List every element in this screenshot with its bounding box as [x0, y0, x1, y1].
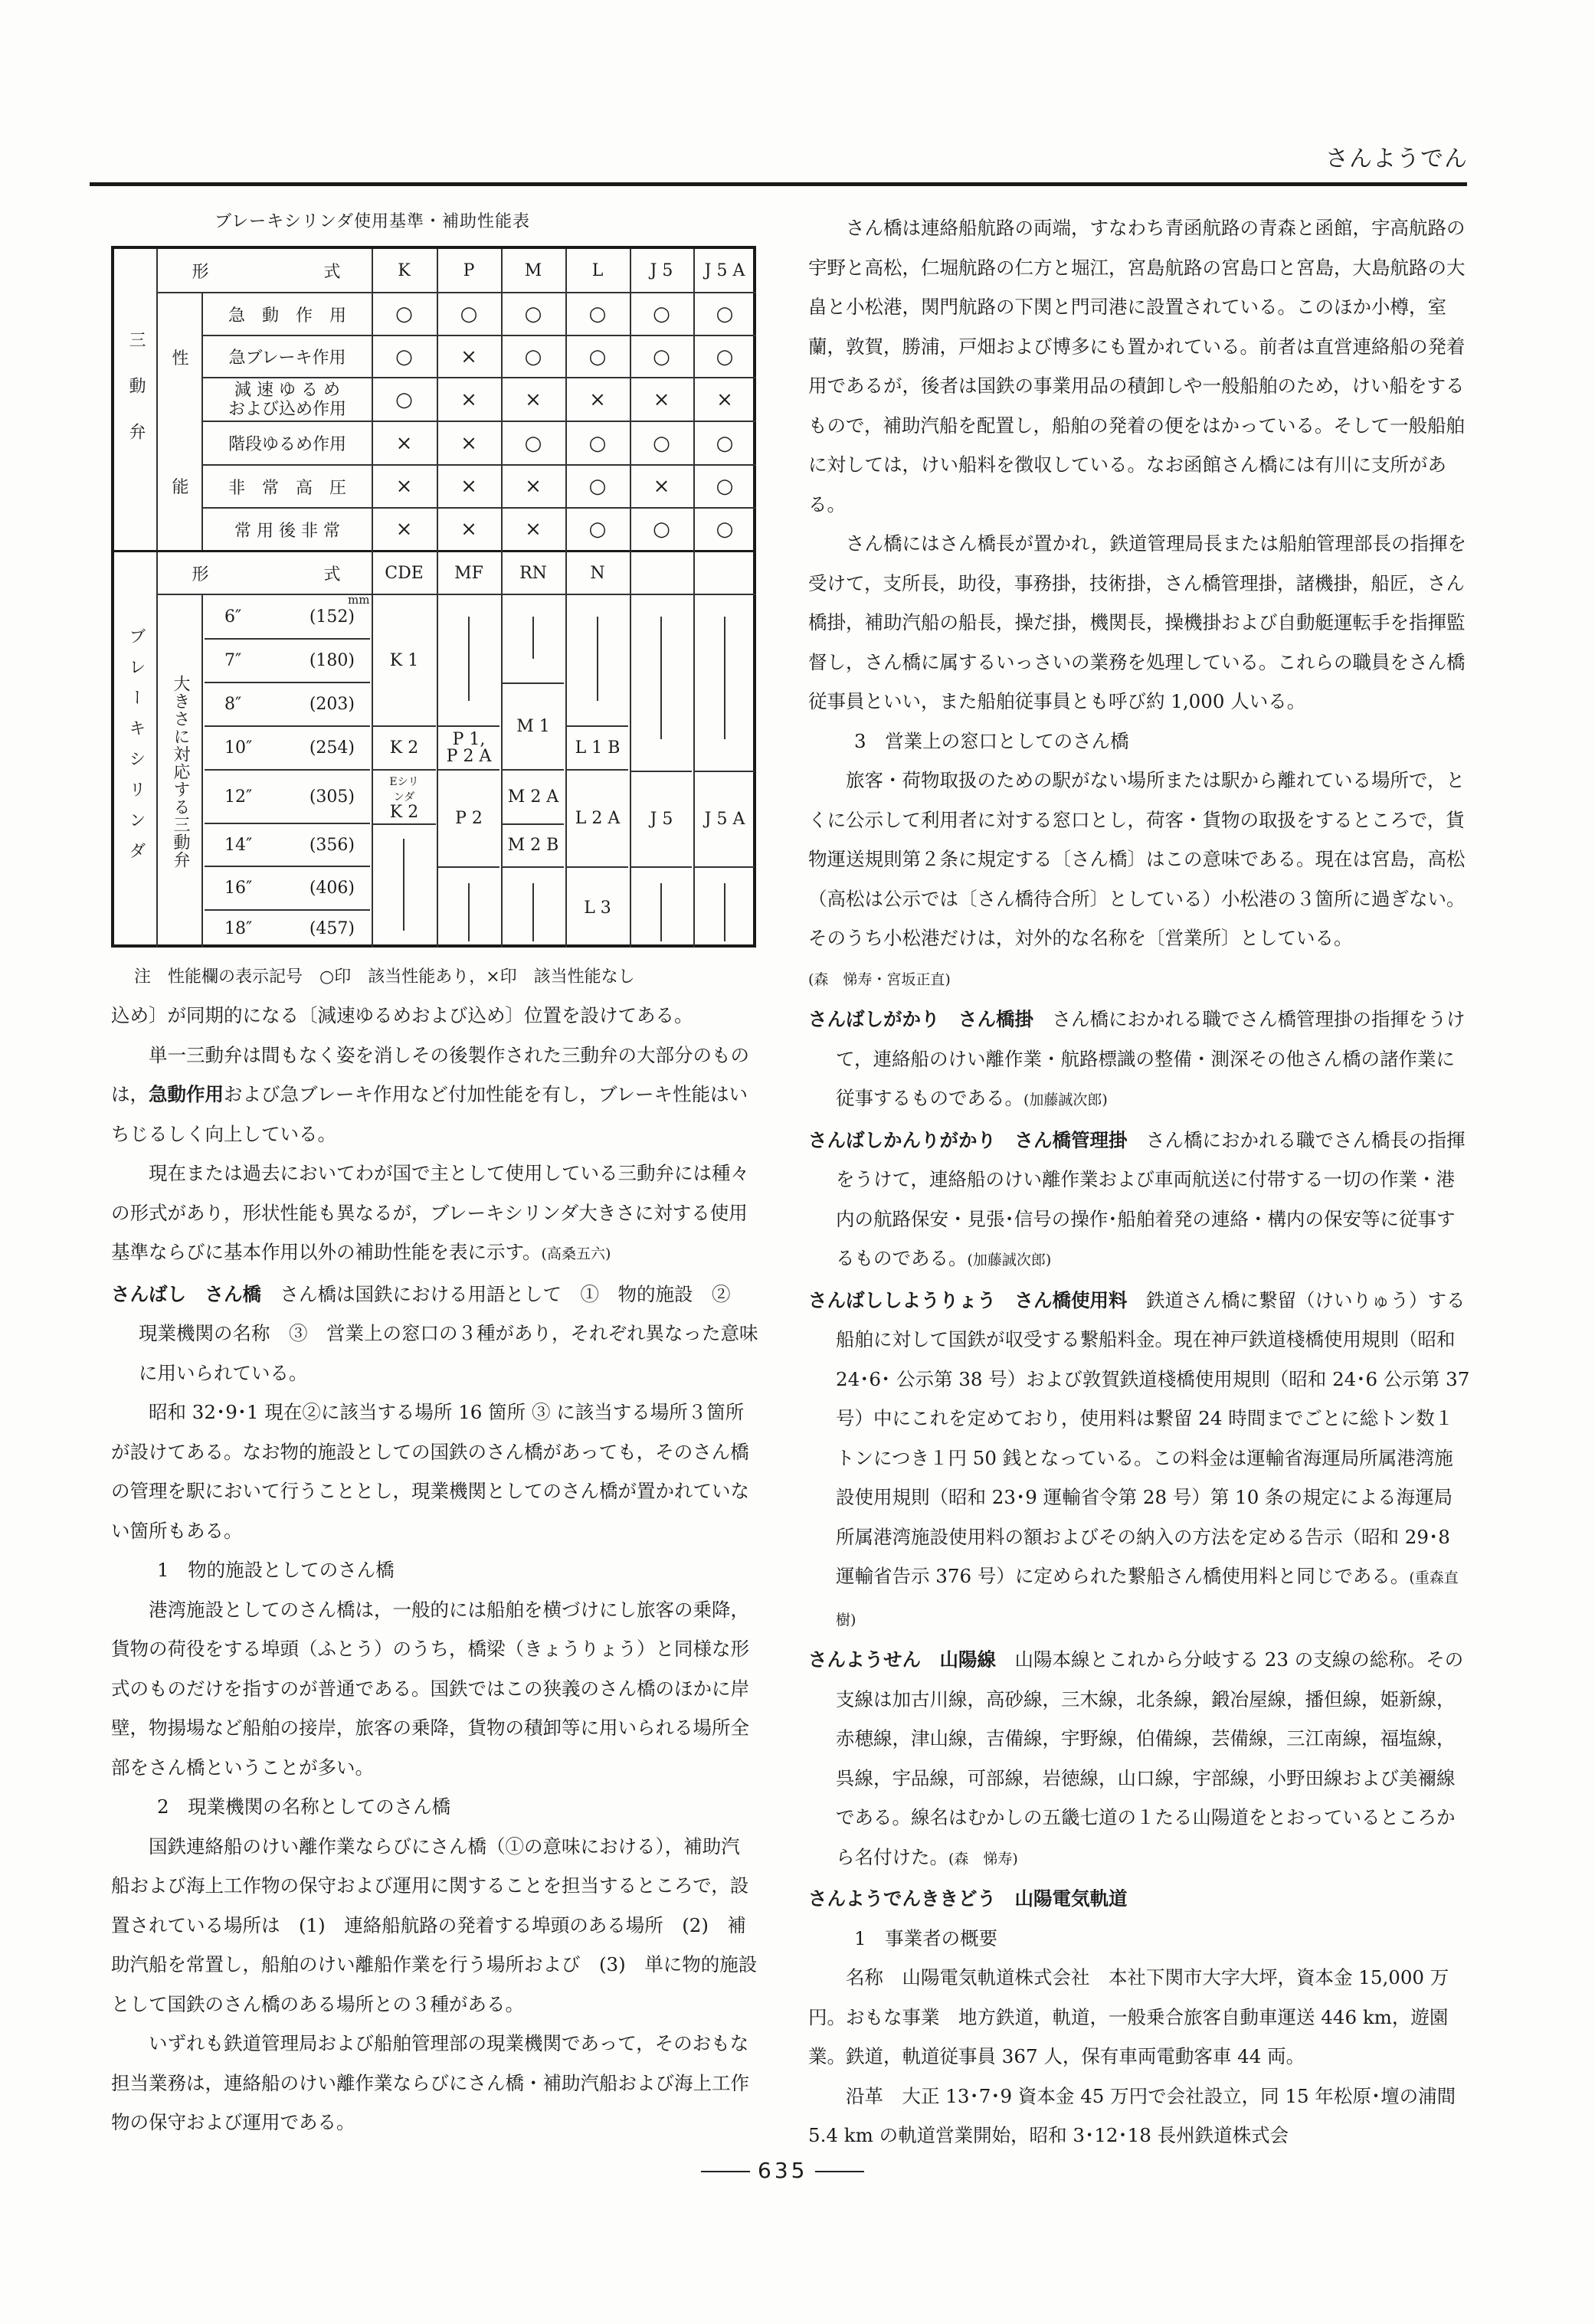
size-mm: (152)	[309, 607, 355, 627]
section2-header-form	[158, 552, 375, 594]
entry-reading: さんようでんききどう	[808, 1887, 996, 1910]
has-feature-mark: ○	[588, 303, 607, 326]
size-mm: (457)	[309, 919, 355, 938]
size-mm: (305)	[309, 787, 355, 807]
size-inch: 7″	[224, 651, 242, 670]
no-feature-mark: ×	[460, 388, 477, 411]
rn-m1: M 1	[516, 717, 550, 736]
table-note: 注 性能欄の表示記号 ○印 該当性能あり，×印 該当性能なし	[134, 967, 635, 987]
paragraph	[111, 1393, 758, 1550]
mf-p1: P 1,	[452, 729, 486, 749]
cde-k2: K 2	[389, 738, 419, 758]
author-text: (森 悌寿・宮坂正直)	[808, 971, 951, 988]
paragraph-text: いずれも鉄道管理局および船舶管理部の現業機関であって，そのおもな担当業務は，連絡船のけい離作業ならびにさん橋・補助汽船および海上工作物の保守および運用である。	[111, 2032, 749, 2133]
unit-label: mm	[348, 593, 370, 607]
entry-headword: さん橋管理掛	[1014, 1128, 1128, 1151]
no-feature-mark: ×	[395, 431, 413, 455]
paragraph	[111, 1590, 758, 1788]
author-credit	[808, 958, 1471, 1000]
paragraph-text: 現在または過去においてわが国で主として使用している三動弁には種々の形式があり，形状性能も異なるが，ブレーキシリンダ大きさに対する使用基準ならびに基本作用以外の補助性能を表に示す。	[111, 1162, 749, 1263]
column-header-l: L	[591, 261, 604, 280]
entry-headword: さん橋	[205, 1282, 261, 1305]
entry-text: さん橋におかれる職でさん橋長の指揮をうけて，連絡船のけい離作業および車両航送に付帯する一切の作業・港内の航路保安・見張･信号の操作･船舶着発の連絡・構内の保安等に従事するものである。	[836, 1128, 1466, 1269]
not-applicable-dash	[660, 617, 662, 739]
column-header-cde: CDE	[385, 564, 424, 583]
subheading-text: 1 事業者の概要	[854, 1926, 998, 1949]
rn-m2b: M 2 B	[507, 836, 559, 855]
paragraph	[808, 761, 1471, 958]
no-feature-mark: ×	[460, 475, 477, 498]
performance-row-label-line: 減 速 ゆ る め	[234, 380, 340, 400]
has-feature-mark: ○	[588, 345, 607, 368]
not-applicable-dash	[468, 617, 470, 701]
dictionary-entry	[111, 1275, 758, 1393]
cde-e-note-1: Eシリ	[389, 776, 419, 788]
paragraph-text: 国鉄連絡船のけい離作業ならびにさん橋（①の意味における），補助汽船および海上工作物の保守および運用に関することを担当するところで，設置されている場所は (1) 連絡船航路の発着する埠頭のある場所 (2) 補助汽船を常置し，船舶のけい離船作業を行う場所および (3) 単に物的施設として国鉄のさん橋のある場所との３種がある。	[111, 1835, 758, 2015]
paragraph	[808, 524, 1471, 722]
performance-row-label: 急ブレーキ作用	[228, 349, 346, 368]
section-subheading	[808, 722, 1471, 761]
no-feature-mark: ×	[525, 388, 542, 411]
dictionary-entry	[808, 1121, 1471, 1281]
not-applicable-dash	[724, 883, 725, 941]
has-feature-mark: ○	[524, 345, 542, 368]
no-feature-mark: ×	[395, 518, 413, 541]
cylinder-size-row	[203, 595, 372, 639]
j5: J 5	[650, 809, 673, 829]
not-applicable-dash	[532, 617, 534, 659]
header-form-a: 形	[192, 263, 209, 282]
paragraph-text: および急ブレーキ作用など付加性能を有し，ブレーキ性能はいちじるしく向上している。	[111, 1083, 748, 1145]
dictionary-entry	[808, 1640, 1471, 1879]
left-text-column	[111, 996, 758, 2142]
size-inch: 18″	[224, 919, 253, 938]
header-form-b: 式	[323, 263, 341, 282]
entry-reading: さんばしかんりがかり	[808, 1128, 996, 1151]
not-applicable-dash	[532, 883, 534, 941]
performance-row-label: 急 動 作 用	[228, 306, 346, 326]
paragraph-text: さん橋は連絡船航路の両端，すなわち青函航路の青森と函館，宇高航路の宇野と高松，仁堀航路の仁方と堀江，宮島航路の宮島口と宮島，大島航路の大畠と小松港，関門航路の下関と門司港に設置されている。このほか小樽，室蘭，敦賀，勝浦，戸畑および博多にも置かれている。前者は直営連絡船の発着用であるが，後者は国鉄の事業用品の積卸しや一般船舶のため，けい船をするもので，補助汽船を配置し，船舶の発着の便をはかっている。そして一般船舶に対しては，けい船料を徴収している。なお函館さん橋には有川に支所がある。	[808, 217, 1466, 516]
cde-e-cylinder	[372, 771, 437, 824]
size-inch: 14″	[224, 835, 253, 855]
no-feature-mark: ×	[460, 518, 477, 541]
entry-headword: 山陽電気軌道	[1014, 1887, 1128, 1910]
page-number: 635	[693, 2158, 872, 2183]
column-header-j5: J 5	[650, 261, 673, 280]
subheading-text: 1 物的施設としてのさん橋	[157, 1559, 395, 1581]
j5a: J 5 A	[704, 809, 745, 829]
n-l1b: L 1 B	[575, 738, 621, 758]
dictionary-entry	[808, 1000, 1471, 1121]
has-feature-mark: ○	[716, 345, 734, 368]
no-feature-mark: ×	[653, 388, 670, 411]
paragraph-text: 港湾施設としてのさん橋は，一般的には船舶を横づけにし旅客の乗降，貨物の荷役をする埠頭（ふとう）のうち，橋梁（きょうりょう）と同様な形式のものだけを指すのが普通である。国鉄ではこの狭義のさん橋のほかに岸壁，物揚場など船舶の接岸，旅客の乗降，貨物の積卸等に用いられる場所全部をさん橋ということが多い。	[111, 1598, 749, 1779]
table-title: ブレーキシリンダ使用基準・補助性能表	[215, 212, 531, 231]
performance-row-label-line: および込め作用	[228, 399, 346, 419]
paragraph-text: 昭和 32･9･1 現在②に該当する場所 16 箇所 ③ に該当する場所３箇所が設けてある。なお物的施設としての国鉄のさん橋があっても，そのさん橋の管理を駅において行うこととし，現業機関としてのさん橋が置かれていない箇所もある。	[111, 1401, 749, 1542]
header-rule	[90, 182, 1467, 186]
entry-author: (重森直樹)	[836, 1570, 1459, 1628]
has-feature-mark: ○	[716, 431, 734, 455]
entry-author: (加藤誠次郎)	[967, 1252, 1052, 1268]
paragraph	[111, 1036, 758, 1154]
n-l3: L 3	[584, 898, 611, 918]
performance-row-label: 非 常 高 圧	[228, 478, 346, 498]
has-feature-mark: ○	[653, 518, 670, 541]
has-feature-mark: ○	[524, 303, 542, 326]
subheading-text: 2 現業機関の名称としてのさん橋	[157, 1795, 451, 1818]
paragraph-text: 旅客・荷物取扱のための駅がない場所または駅から離れている場所で，とくに公示して利用者に対する窓口とし，荷客・貨物の取扱をするところで，貨物運送規則第２条に規定する〔さん橋〕はこの意味である。現在は宮島，高松（高松は公示では〔さん橋待合所〕としている）小松港の３箇所に過ぎない。そのうち小松港だけは，対外的な名称を〔営業所〕としている。	[808, 769, 1466, 949]
entry-headword: さん橋掛	[958, 1008, 1033, 1030]
paragraph	[111, 2024, 758, 2142]
size-inch: 16″	[224, 879, 253, 898]
section1-header-form	[158, 249, 375, 293]
paragraph-text: 沿革 大正 13･7･9 資本金 45 万円で会社設立，同 15 年松原･壇の浦間 5.4 km の軌道営業開始，昭和 3･12･18 長州鉄道株式会	[808, 2084, 1456, 2146]
cde-e-note-2: ンダ	[393, 791, 415, 804]
entry-author: (森 悌寿)	[948, 1850, 1018, 1867]
entry-text: 鉄道さん橋に繋留（けいりゅう）する船舶に対して国鉄が収受する繋船料金。現在神戸鉄道棧橋使用規則（昭和 24･6･ 公示第 38 号）および敦賀鉄道棧橋使用規則（昭和 24･6 公示第 37 号）中にこれを定めており，使用料は繋留 24 時間までごとに総トン数１トンにつき１円 50 銭となっている。この料金は運輸省海運局所属港湾施設使用規則（昭和 23･9 運輸省令第 28 号）第 10 条の規定による海運局所属港湾施設使用料の額およびその納入の方法を定める告示（昭和 29･8 運輸省告示 376 号）に定められた繋船さん橋使用料と同じである。	[836, 1288, 1470, 1587]
has-feature-mark: ○	[588, 475, 607, 498]
entry-headword: 山陽線	[939, 1648, 996, 1671]
performance-row-label: 常 用 後 非 常	[234, 521, 340, 541]
header-form-b: 式	[323, 565, 341, 584]
entry-headword: さん橋使用料	[1014, 1288, 1128, 1311]
sub-label-bottom: 能	[172, 477, 189, 497]
cylinder-size-row	[203, 639, 372, 682]
entry-reading: さんばし	[111, 1282, 186, 1305]
divider	[438, 866, 499, 868]
has-feature-mark: ○	[588, 431, 607, 455]
size-inch: 8″	[224, 695, 242, 714]
mf-p2a: P 2 A	[446, 746, 492, 766]
paragraph-author: (高桑五六)	[541, 1245, 611, 1262]
performance-row-label	[203, 378, 372, 421]
subheading-text: 3 営業上の窓口としてのさん橋	[854, 729, 1129, 752]
paragraph	[111, 1154, 758, 1275]
paragraph-text: 名称 山陽電気軌道株式会社 本社下関市大字大坪，資本金 15,000 万円。おもな事業 地方鉄道，軌道，一般乗合旅客自動車運送 446 km，遊園業。鉄道，軌道従事員 367 人，保有車両電動客車 44 両。	[808, 1966, 1449, 2067]
entry-reading: さんようせん	[808, 1648, 921, 1671]
mf-p2: P 2	[455, 809, 483, 828]
has-feature-mark: ○	[588, 518, 607, 541]
size-inch: 10″	[224, 738, 253, 758]
no-feature-mark: ×	[395, 475, 413, 498]
emphasis-text: 急動作用	[149, 1083, 224, 1105]
has-feature-mark: ○	[524, 431, 542, 455]
paragraph	[808, 208, 1471, 524]
has-feature-mark: ○	[716, 475, 734, 498]
brake-cylinder-table	[111, 246, 756, 948]
entry-author: (加藤誠次郎)	[1023, 1092, 1108, 1108]
has-feature-mark: ○	[716, 303, 734, 326]
dictionary-entry	[808, 1281, 1471, 1641]
cylinder-size-row	[203, 866, 372, 910]
right-text-column	[808, 208, 1471, 2155]
performance-row-label: 階段ゆるめ作用	[228, 435, 346, 454]
cylinder-size-row	[203, 682, 372, 726]
column-header-m: M	[524, 261, 542, 280]
paragraph-text: さん橋にはさん橋長が置かれ，鉄道管理局長または船舶管理部長の指揮を受けて，支所長，助役，事務掛，技術掛，さん橋管理掛，諸機掛，船匠，さん橋掛，補助汽船の船長，操だ掛，機関長，操機掛および自動艇運転手を指揮監督し，さん橋に属するいっさいの業務を処理している。これらの職員をさん橋従事員といい，また船舶従事員とも呼び約 1,000 人いる。	[808, 532, 1466, 712]
size-inch: 6″	[224, 607, 242, 627]
has-feature-mark: ○	[395, 303, 413, 326]
section2-group-label: ブレーキシリンダ	[126, 627, 146, 872]
paragraph-text: 単一三動弁は間もなく姿を消しその後製作された三動弁の大部分のものは，	[111, 1043, 749, 1105]
not-applicable-dash	[403, 839, 404, 931]
divider	[695, 866, 755, 868]
no-feature-mark: ×	[716, 388, 733, 411]
column-header-n: N	[590, 564, 605, 583]
not-applicable-dash	[597, 617, 598, 701]
section2-sub-label: 大きさに対応する三動弁	[171, 674, 190, 869]
size-mm: (180)	[309, 651, 355, 670]
entry-reading: さんばしがかり	[808, 1008, 940, 1030]
running-head: さんようでん	[1325, 146, 1468, 172]
has-feature-mark: ○	[395, 388, 413, 411]
not-applicable-dash	[468, 883, 470, 941]
n-l2a: L 2 A	[575, 809, 621, 828]
cde-k1: K 1	[389, 651, 419, 670]
size-inch: 12″	[224, 787, 253, 807]
size-mm: (406)	[309, 879, 355, 898]
section-subheading	[111, 1787, 758, 1827]
paragraph	[808, 1958, 1471, 2077]
size-mm: (203)	[309, 695, 355, 714]
column-header-rn: RN	[519, 564, 547, 583]
entry-reading: さんばししようりょう	[808, 1288, 996, 1311]
cylinder-size-row	[203, 910, 372, 948]
rn-m2a: M 2 A	[507, 787, 559, 807]
paragraph	[111, 996, 758, 1036]
entry-text: さん橋におかれる職でさん橋管理掛の指揮をうけて，連絡船のけい離作業・航路標識の整備・測深その他さん橋の諸作業に従事するものである。	[836, 1008, 1466, 1109]
cylinder-size-row	[203, 726, 372, 770]
size-mm: (254)	[309, 738, 355, 758]
mf-p1-p2a	[437, 726, 501, 770]
sub-label-top: 性	[172, 349, 189, 368]
cylinder-size-row	[203, 770, 372, 823]
divider	[373, 823, 436, 825]
paragraph	[808, 2077, 1471, 2155]
has-feature-mark: ○	[653, 431, 670, 455]
cde-k2-e: K 2	[389, 803, 419, 822]
no-feature-mark: ×	[525, 518, 542, 541]
not-applicable-dash	[660, 883, 662, 941]
paragraph-text: 込め〕が同期的になる〔減速ゆるめおよび込め〕位置を設けてある。	[111, 1004, 693, 1026]
has-feature-mark: ○	[653, 303, 670, 326]
entry-text: さん橋は国鉄における用語として ① 物的施設 ② 現業機関の名称 ③ 営業上の窓口の３種があり，それぞれ異なった意味に用いられている。	[139, 1282, 758, 1384]
column-header-p: P	[463, 261, 475, 280]
column-header-j5a: J 5 A	[704, 261, 745, 280]
divider	[631, 866, 692, 868]
not-applicable-dash	[724, 617, 725, 739]
no-feature-mark: ×	[460, 345, 477, 368]
size-mm: (356)	[309, 835, 355, 855]
header-form-a: 形	[192, 565, 209, 584]
column-header-mf: MF	[454, 564, 483, 583]
has-feature-mark: ○	[460, 303, 478, 326]
no-feature-mark: ×	[525, 475, 542, 498]
has-feature-mark: ○	[395, 345, 413, 368]
paragraph	[111, 1827, 758, 2024]
section-subheading	[111, 1550, 758, 1590]
has-feature-mark: ○	[653, 345, 670, 368]
no-feature-mark: ×	[460, 431, 477, 455]
cylinder-size-row	[203, 823, 372, 866]
column-header-k: K	[398, 261, 411, 280]
divider	[503, 866, 564, 868]
has-feature-mark: ○	[716, 518, 734, 541]
section1-group-label: 三動弁	[126, 331, 146, 469]
no-feature-mark: ×	[589, 388, 606, 411]
entry-text: 山陽本線とこれから分岐する 23 の支線の総称。その支線は加古川線，高砂線，三木線，北条線，鍛冶屋線，播但線，姫新線，赤穂線，津山線，吉備線，宇野線，伯備線，芸備線，三江南線，福塩線，呉線，宇品線，可部線，岩徳線，山口線，宇部線，小野田線および美禰線である。線名はむかしの五畿七道の１たる山陽道をとおっているところから名付けた。	[836, 1648, 1464, 1868]
dictionary-entry	[808, 1879, 1471, 1919]
no-feature-mark: ×	[653, 475, 670, 498]
section-subheading	[808, 1919, 1471, 1959]
